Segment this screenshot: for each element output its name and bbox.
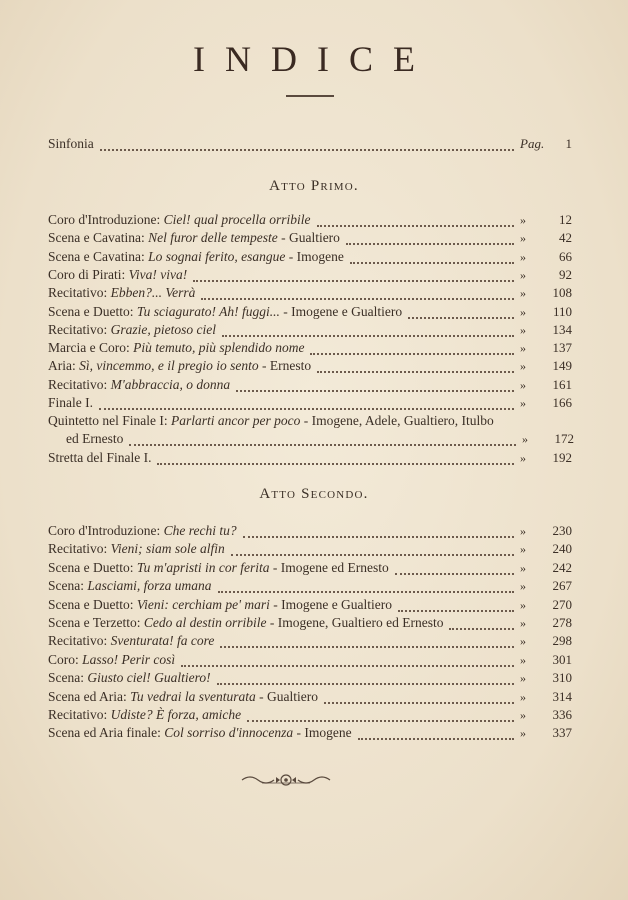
section-heading-atto-primo: Atto Primo.: [269, 178, 359, 194]
toc-entry: [48, 230, 572, 250]
page-prefix: »: [520, 267, 526, 282]
toc-entry-performers: - Imogene: [285, 248, 344, 264]
toc-entry-title: Cedo al destin orribile: [143, 615, 267, 630]
toc-entry-prefix: Scena ed Aria:: [48, 688, 131, 704]
leader-dots: [201, 290, 514, 300]
page-prefix: »: [520, 359, 526, 374]
toc-entry-title: Vieni: cerchiam pe' mari: [136, 596, 270, 612]
leader-dots: [324, 694, 514, 704]
leader-dots: [218, 583, 514, 593]
toc-entry-label: Sinfonia: [48, 136, 94, 151]
toc-entry: [48, 597, 572, 617]
toc-entry-prefix: Recitativo:: [48, 285, 111, 301]
leader-dots: [346, 235, 514, 245]
toc-entry-title: Grazie, pietoso ciel: [110, 321, 216, 337]
page-prefix: »: [520, 671, 526, 686]
page-number: 134: [552, 321, 572, 337]
page-prefix: »: [520, 213, 526, 227]
page-prefix: »: [520, 634, 526, 649]
page-number: 66: [559, 248, 572, 264]
leader-dots: [236, 382, 514, 392]
toc-entry-prefix: Coro d'Introduzione:: [48, 523, 164, 538]
toc-entry-quintetto-continuation: [66, 431, 574, 451]
toc-entry-prefix: Quintetto nel Finale I:: [48, 413, 171, 428]
page-prefix: »: [520, 542, 526, 557]
toc-entry-performers: - Ernesto: [258, 358, 312, 374]
page-prefix: »: [520, 560, 526, 575]
toc-entry-prefix: Coro:: [48, 651, 83, 667]
toc-entry-prefix: Coro d'Introduzione:: [48, 212, 164, 227]
toc-entry-performers: - Gualtiero: [277, 230, 340, 246]
toc-entry: [48, 652, 572, 672]
toc-entry: [48, 578, 572, 598]
page-prefix: »: [520, 231, 526, 246]
toc-entry-title: Tu sciagurato! Ah! fuggi...: [136, 303, 280, 319]
leader-dots: [157, 455, 514, 465]
toc-entry: [48, 615, 572, 635]
toc-entry-title: Ciel! qual procella orribile: [163, 212, 311, 227]
toc-entry-prefix: Finale I.: [48, 395, 93, 410]
toc-entry-performers: - Gualtiero: [255, 688, 318, 704]
page-number: 192: [552, 450, 572, 465]
toc-entry-title: Vieni; siam sole alfin: [110, 541, 225, 557]
leader-dots: [395, 565, 514, 575]
page-number: 108: [552, 285, 572, 301]
toc-entry-performers: - Imogene: [293, 725, 352, 741]
toc-entry: [48, 304, 572, 324]
toc-entry-title: Lasso! Perir così: [82, 651, 176, 667]
leader-dots: [181, 657, 514, 667]
leader-dots: [220, 638, 514, 648]
page-number: 230: [552, 523, 572, 538]
page-number: 267: [552, 578, 572, 594]
toc-entry: [48, 633, 572, 653]
page-number: 278: [552, 615, 572, 630]
page-number: 172: [554, 431, 574, 446]
toc-entry-performers: - Imogene, Adele, Gualtiero, Itulbo: [300, 413, 494, 428]
toc-entry-prefix: Scena e Duetto:: [48, 596, 137, 612]
page-prefix: »: [520, 652, 526, 667]
page-prefix: »: [520, 396, 526, 410]
toc-entry: [48, 707, 572, 727]
leader-dots: [193, 272, 514, 282]
page-number: 310: [552, 670, 572, 686]
toc-entry: [48, 340, 572, 360]
toc-entry-title: Che rechi tu?: [163, 523, 237, 538]
page-number: 242: [552, 559, 572, 575]
toc-entry-prefix: Recitativo:: [48, 541, 111, 557]
page-number: 337: [552, 725, 572, 741]
page-prefix: »: [520, 524, 526, 538]
leader-dots: [243, 528, 514, 538]
leader-dots: [317, 217, 514, 227]
toc-entry: [48, 358, 572, 378]
toc-entry: [48, 523, 572, 543]
leader-dots: [129, 436, 516, 446]
page-number: 92: [559, 266, 572, 282]
page-number: 314: [552, 688, 572, 704]
toc-entry-performers-cont: ed Ernesto: [66, 431, 124, 446]
leader-dots: [350, 254, 514, 264]
toc-entry: [48, 377, 572, 397]
toc-entry-prefix: Scena e Cavatina:: [48, 248, 149, 264]
toc-entry-title: Col sorriso d'innocenza: [164, 725, 294, 741]
page-prefix: »: [520, 616, 526, 630]
toc-entry-prefix: Coro di Pirati:: [48, 266, 129, 282]
toc-entry: [48, 725, 572, 745]
toc-entry: [48, 249, 572, 269]
section-heading-atto-secondo: Atto Secondo.: [259, 486, 369, 502]
toc-entry-title: Tu m'apristi in cor ferita: [136, 559, 270, 575]
toc-entry: [48, 670, 572, 690]
toc-entry-prefix: Marcia e Coro:: [48, 340, 134, 356]
page-number: 110: [552, 303, 572, 319]
toc-entry-title: Ebben?... Verrà: [110, 285, 196, 301]
toc-entry-performers: - Imogene ed Ernesto: [269, 559, 389, 575]
toc-entry-prefix: Scena e Duetto:: [48, 303, 137, 319]
toc-entry-prefix: Scena:: [48, 578, 88, 594]
page-number: 161: [552, 376, 572, 392]
leader-dots: [358, 730, 514, 740]
toc-entry-title: Viva! viva!: [128, 266, 188, 282]
toc-entry-title: Sì, vincemmo, e il pregio io sento: [79, 358, 259, 374]
toc-entry-title: Parlarti ancor per poco: [170, 413, 301, 428]
toc-entry-title: M'abbraccia, o donna: [110, 376, 231, 392]
toc-entry-quintetto: [48, 413, 572, 433]
toc-entry: [48, 560, 572, 580]
leader-dots: [398, 602, 514, 612]
toc-entry-performers: - Imogene, Gualtiero ed Ernesto: [266, 615, 444, 630]
toc-entry-prefix: Aria:: [48, 358, 80, 374]
page-number: 240: [552, 541, 572, 557]
toc-entry-prefix: Scena e Duetto:: [48, 559, 137, 575]
toc-entry-prefix: Recitativo:: [48, 633, 111, 649]
page-number: 1: [565, 136, 572, 151]
page-prefix: »: [520, 304, 526, 319]
toc-entry-title: Nel furor delle tempeste: [148, 230, 278, 246]
toc-entry: [48, 267, 572, 287]
toc-entry-title: Sventurata! fa core: [110, 633, 215, 649]
page-prefix: Pag.: [520, 136, 545, 151]
page-number: 149: [552, 358, 572, 374]
toc-entry-title: Lasciami, forza umana: [87, 578, 212, 594]
page-prefix: »: [522, 432, 528, 446]
page-number: 336: [552, 707, 572, 722]
page-number: 301: [552, 651, 572, 667]
printer-ornament-icon: [238, 770, 334, 790]
page-title: INDICE: [193, 39, 435, 79]
toc-entry-title: Udiste? È forza, amiche: [110, 707, 242, 722]
page-number: 298: [552, 633, 572, 649]
page-number: 137: [552, 340, 572, 356]
page-prefix: »: [520, 377, 526, 392]
toc-entry-prefix: Recitativo:: [48, 321, 111, 337]
toc-entry: [48, 541, 572, 561]
toc-entry-label: Stretta del Finale I.: [48, 450, 152, 465]
leader-dots: [247, 712, 514, 722]
toc-entry: [48, 689, 572, 709]
page-number: 166: [552, 395, 572, 410]
page-number: 12: [559, 212, 572, 227]
page-prefix: »: [520, 249, 526, 264]
toc-entry-prefix: Recitativo:: [48, 376, 111, 392]
leader-dots: [317, 363, 514, 373]
page-prefix: »: [520, 597, 526, 612]
page-prefix: »: [520, 708, 526, 722]
leader-dots: [99, 400, 514, 410]
toc-entry-prefix: Scena e Terzetto:: [48, 615, 144, 630]
toc-entry-title: Giusto ciel! Gualtiero!: [87, 670, 211, 686]
page-number: 270: [552, 596, 572, 612]
leader-dots: [100, 141, 514, 151]
toc-entry-prefix: Recitativo:: [48, 707, 111, 722]
leader-dots: [449, 620, 514, 630]
toc-entry-sinfonia: [48, 136, 572, 156]
page-prefix: »: [520, 689, 526, 704]
leader-dots: [310, 345, 514, 355]
page-prefix: »: [520, 286, 526, 301]
toc-entry-performers: - Imogene e Gualtiero: [279, 303, 403, 319]
toc-entry-performers: - Imogene e Gualtiero: [269, 596, 393, 612]
toc-entry: [48, 395, 572, 415]
toc-entry-prefix: Scena e Cavatina:: [48, 230, 149, 246]
leader-dots: [222, 327, 514, 337]
page-prefix: »: [520, 341, 526, 356]
leader-dots: [408, 309, 514, 319]
toc-entry: [48, 322, 572, 342]
toc-entry-title: Tu vedrai la sventurata: [130, 688, 256, 704]
toc-entry-prefix: Scena:: [48, 670, 88, 686]
toc-entry: [48, 212, 572, 232]
page-number: 42: [559, 230, 572, 246]
title-divider: [286, 95, 334, 97]
page-prefix: »: [520, 322, 526, 337]
toc-entry-stretta: [48, 450, 572, 470]
page-prefix: »: [520, 579, 526, 594]
leader-dots: [217, 675, 514, 685]
toc-entry: [48, 285, 572, 305]
toc-entry-prefix: Scena ed Aria finale:: [48, 725, 165, 741]
toc-entry-title: Lo sognai ferito, esangue: [148, 248, 286, 264]
page-prefix: »: [520, 726, 526, 741]
toc-entry-title: Più temuto, più splendido nome: [133, 340, 305, 356]
leader-dots: [231, 546, 514, 556]
page-prefix: »: [520, 451, 526, 465]
